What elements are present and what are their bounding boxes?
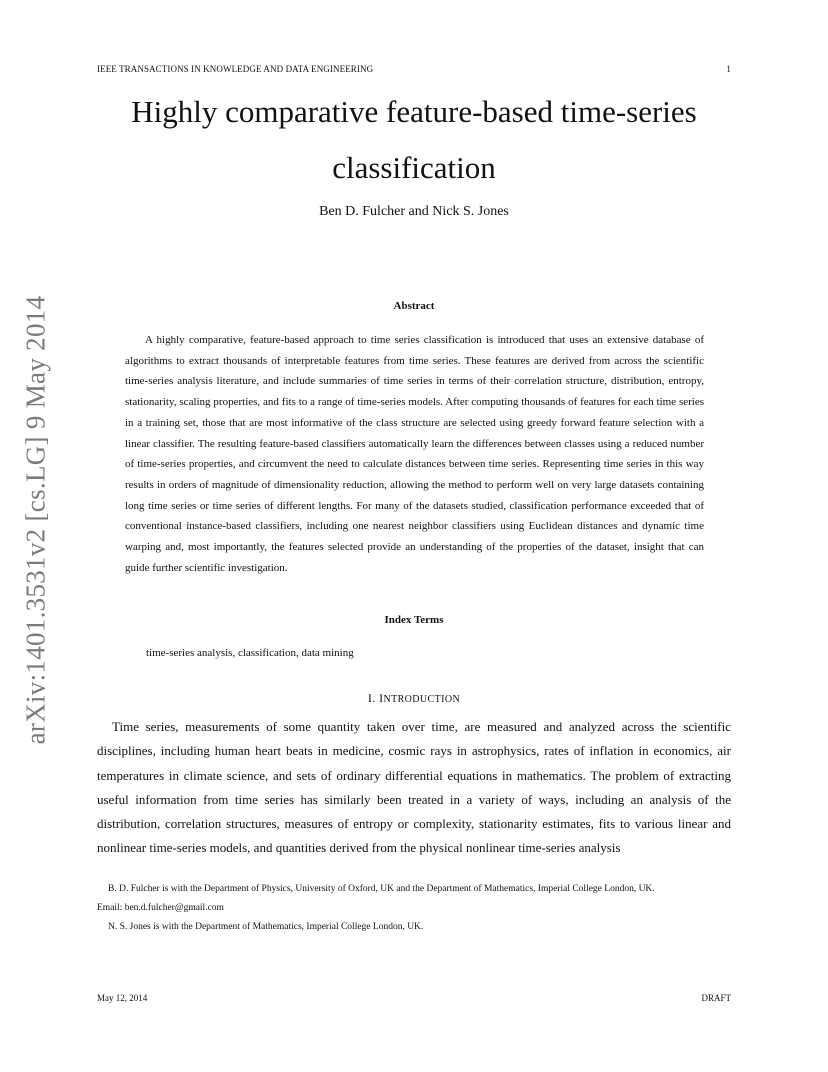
footnote-fulcher: B. D. Fulcher is with the Department of Physics, University of Oxford, UK and the Department of Mathematics, Imperial College London, UK. xyxy=(108,884,655,894)
footnote-email: Email: ben.d.fulcher@gmail.com xyxy=(97,903,224,913)
footnotes xyxy=(97,880,731,937)
footer-draft: DRAFT xyxy=(701,993,731,1003)
footnote-jones: N. S. Jones is with the Department of Mathematics, Imperial College London, UK. xyxy=(108,922,424,932)
introduction-body: Time series, measurements of some quantity taken over time, are measured and analyzed across the scientific disciplines, including human heart beats in medicine, cosmic rays in astrophysics, rates of inflation in economics, air temperatures in climate science, and sets of ordinary differential equations in mathematics. The problem of extracting useful information from time series has similarly been treated in a variety of ways, including an analysis of the distribution, correlation structures, measures of entropy or complexity, stationarity estimates, fits to various linear and nonlinear time-series models, and quantities derived from the physical nonlinear time-series analysis xyxy=(97,719,731,856)
section-title-rest: NTRODUCTION xyxy=(383,694,461,705)
footer-date: May 12, 2014 xyxy=(97,993,148,1003)
abstract-heading: Abstract xyxy=(393,300,435,312)
paper-authors: Ben D. Fulcher and Nick S. Jones xyxy=(319,204,509,219)
page-number: 1 xyxy=(726,64,731,74)
journal-name: IEEE TRANSACTIONS IN KNOWLEDGE AND DATA ENGINEERING xyxy=(97,64,374,74)
abstract-body: A highly comparative, feature-based approach to time series classification is introduced that uses an extensive database of algorithms to extract thousands of interpretable features from time series. These features are derived from across the scientific time-series analysis literature, and include summaries of time series in terms of their correlation structure, distribution, entropy, stationarity, scaling properties, and fits to a range of time-series models. After computing thousands of features for each time series in a training set, those that are most informative of the class structure are selected using greedy forward feature selection with a linear classifier. The resulting feature-based classifiers automatically learn the differences between classes using a reduced number of time-series properties, and circumvent the need to calculate distances between time series. Representing time series in this way results in orders of magnitude of dimensionality reduction, allowing the method to perform well on very large datasets containing long time series or time series of different lengths. For many of the datasets studied, classification performance exceeded that of conventional instance-based classifiers, including one nearest neighbor classifiers using Euclidean distances and dynamic time warping and, most importantly, the features selected provide an understanding of the properties of the dataset, insight that can guide further scientific investigation. xyxy=(125,334,704,574)
arxiv-stamp: arXiv:1401.3531v2 [cs.LG] 9 May 2014 xyxy=(20,295,51,745)
paper-title: Highly comparative feature-based time-series classification xyxy=(131,94,697,185)
index-terms-body: time-series analysis, classification, data mining xyxy=(146,647,354,659)
section-heading-introduction xyxy=(97,691,731,706)
section-numeral: I. I xyxy=(367,691,384,705)
index-terms-heading: Index Terms xyxy=(384,614,444,626)
